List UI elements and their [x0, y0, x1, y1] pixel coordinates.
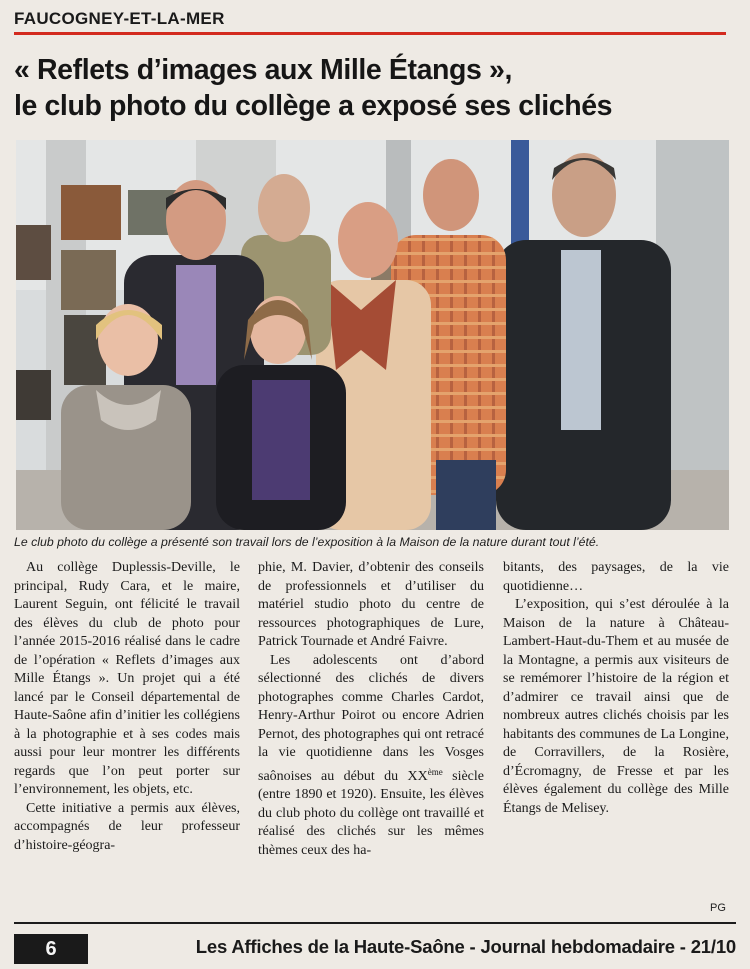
paragraph: bitants, des paysages, de la vie quotidienne… — [503, 560, 729, 594]
page-number: 6 — [14, 934, 88, 964]
publication-line: Les Affiches de la Haute-Saône - Journal hebdomadaire - 21/10 — [195, 936, 736, 957]
paragraph-text: siècle (entre 1890 et 1920). Ensuite, les élèves du club photo du collège ont travaillé et réalisé des clichés sur les mêmes thèmes ceux des ha- — [258, 768, 485, 858]
article-column-3 — [503, 559, 729, 818]
article-column-2 — [258, 559, 484, 860]
ordinal-superscript: ème — [427, 766, 443, 777]
paragraph: L’exposition, qui s’est déroulée à la Maison de la nature à Château-Lambert-Haut-du-Them et au musée de la Montagne, a permis aux visiteurs de se remémorer l’histoire de la région et d’admirer ce travail ainsi que de nombreux autres clichés choisis par les habitants des communes de La Longine, de Corravillers, de la Rosière, d’Écromagny, de Fresse et par les élèves également du collège des Mille Étangs de Melisey. — [503, 597, 729, 816]
article-headline — [14, 52, 736, 124]
article-column-1 — [14, 559, 240, 855]
photo-caption: Le club photo du collège a présenté son travail lors de l’exposition à la Maison de la nature durant tout l’été. — [14, 535, 600, 549]
paragraph: phie, M. Davier, d’obtenir des conseils de professionnels et d’utiliser du matériel studio photo du centre de ressources photographiques de Lure, Patrick Tournade et André Faivre. — [258, 560, 484, 649]
headline-line-1: « Reflets d’images aux Mille Étangs », — [14, 54, 512, 86]
group-photo — [16, 140, 729, 530]
paragraph: Cette initiative a permis aux élèves, accompagnés de leur professeur d’histoire-géogra- — [14, 800, 240, 853]
author-signature: PG — [710, 902, 726, 914]
section-rubric — [14, 6, 726, 35]
paragraph: Au collège Duplessis-Deville, le principal, Rudy Cara, et le maire, Laurent Seguin, ont félicité le travail des élèves du club de photo pour l’année 2015-2016 réalisé dans le cadre de l’opération « Reflets d’images aux Mille Étangs ». Un projet qui a été lancé par le Conseil départemental de Haute-Saône afin d’initier les collégiens à la photographie et à ses codes mais aussi pour leur montrer les différents regards que l’on peut porter sur l’environnement, les objets, etc. — [14, 560, 240, 797]
rubric-title: FAUCOGNEY-ET-LA-MER — [14, 9, 225, 28]
paragraph-text: Les adolescents ont d’abord sélectionné des clichés de divers photographes comme Charles Cardot, Henry-Arthur Poirot ou encore Adrien Pernot, des photographes qui ont retracé la vie quotidienne dans les Vosges saônoises au début du XX — [258, 652, 484, 784]
paragraph — [258, 652, 484, 861]
footer-divider — [14, 922, 736, 924]
headline-line-2: le club photo du collège a exposé ses clichés — [14, 90, 613, 122]
